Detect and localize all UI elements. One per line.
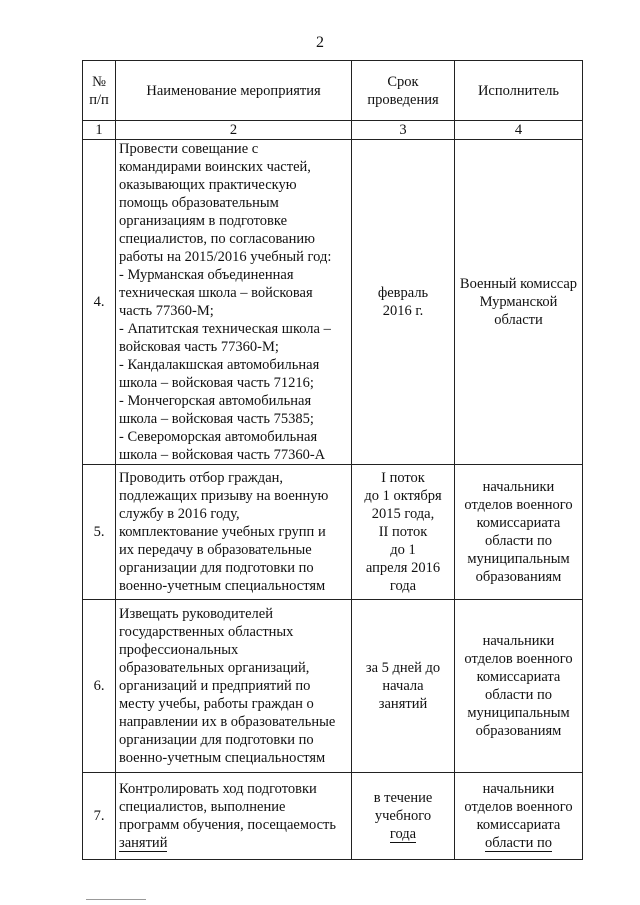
- row-term: [352, 773, 455, 860]
- row-name-line: организации для подготовки по: [119, 732, 314, 748]
- row-name-line: - Мурманская объединенная: [119, 267, 294, 283]
- row-term-line: апреля 2016: [365, 560, 441, 576]
- row-name-line: Проводить отбор граждан,: [119, 470, 284, 486]
- row-executor: [455, 600, 583, 773]
- page-number: 2: [316, 34, 324, 51]
- row-executor-line: образованиям: [475, 723, 562, 739]
- row-name-line: Контролировать ход подготовки: [119, 781, 317, 797]
- row-name-line: школа – войсковая часть 77360-А: [119, 447, 326, 463]
- row-name-line: их передачу в образовательные: [119, 542, 312, 558]
- header-term-line: Срок: [387, 73, 419, 90]
- row-name-line: техническая школа – войсковая: [119, 285, 313, 301]
- column-index: 4: [455, 121, 583, 140]
- row-name: [116, 600, 352, 773]
- row-executor-line: отделов военного: [464, 799, 573, 815]
- row-executor-line: отделов военного: [464, 497, 573, 513]
- row-name-line: - Североморская автомобильная: [119, 429, 318, 445]
- row-name: [116, 465, 352, 600]
- row-name-line: службу в 2016 году,: [119, 506, 240, 522]
- row-name-line: подлежащих призыву на военную: [119, 488, 329, 504]
- row-term-line: занятий: [378, 696, 428, 712]
- row-executor-line: муниципальным: [467, 705, 570, 721]
- row-executor-line: начальники: [482, 633, 555, 649]
- row-name-line: Провести совещание с: [119, 141, 259, 157]
- table-row: [83, 465, 583, 600]
- row-name-line: направлении их в образовательные: [119, 714, 336, 730]
- row-term-line: за 5 дней до: [365, 660, 441, 676]
- row-number: 5.: [83, 465, 116, 600]
- row-name-line: месту учебы, работы граждан о: [119, 696, 314, 712]
- header-executor: Исполнитель: [455, 61, 583, 121]
- row-name-line: образовательных организаций,: [119, 660, 310, 676]
- header-term-line: проведения: [367, 91, 439, 108]
- row-name-line: военно-учетным специальностям: [119, 750, 326, 766]
- row-executor-line: комиссариата: [476, 817, 561, 833]
- row-name-line: специалистов, выполнение: [119, 799, 286, 815]
- row-executor: [455, 465, 583, 600]
- row-name-line: школа – войсковая часть 75385;: [119, 411, 314, 427]
- column-index: 2: [116, 121, 352, 140]
- row-term-line: 2016 г.: [382, 303, 424, 319]
- row-term-line: в течение: [373, 790, 433, 806]
- row-term-line: до 1: [390, 542, 416, 558]
- row-number: 7.: [83, 773, 116, 860]
- row-name-line: Извещать руководителей: [119, 606, 273, 622]
- table-header-row: [83, 61, 583, 121]
- footer-line: [86, 899, 146, 900]
- row-number: 4.: [83, 140, 116, 465]
- row-name-line: войсковая часть 77360-М;: [119, 339, 279, 355]
- row-name-line: - Апатитская техническая школа –: [119, 321, 331, 337]
- row-executor-line: начальники: [482, 781, 555, 797]
- row-name-line: часть 77360-М;: [119, 303, 214, 319]
- row-name-line: программ обучения, посещаемость: [119, 817, 336, 833]
- row-name-line: профессиональных: [119, 642, 239, 658]
- row-term-line: до 1 октября: [364, 488, 442, 504]
- column-index: 1: [83, 121, 116, 140]
- row-name: [116, 773, 352, 860]
- row-executor-line: муниципальным: [467, 551, 570, 567]
- header-number-line: п/п: [89, 91, 109, 108]
- row-term-line: года: [389, 826, 417, 842]
- row-executor-line: отделов военного: [464, 651, 573, 667]
- row-name-line: организации для подготовки по: [119, 560, 314, 576]
- row-executor-line: области по: [484, 687, 553, 703]
- row-term: [352, 465, 455, 600]
- row-executor-line: Мурманской: [479, 294, 558, 310]
- row-term-line: февраль: [377, 285, 429, 301]
- header-term: [352, 61, 455, 121]
- row-executor: [455, 773, 583, 860]
- header-number: [83, 61, 116, 121]
- column-index-row: [83, 121, 583, 140]
- row-term: [352, 140, 455, 465]
- row-term-line: II поток: [378, 524, 428, 540]
- row-name-line: комплектование учебных групп и: [119, 524, 326, 540]
- events-table: [82, 60, 583, 860]
- row-name-line: организаций и предприятий по: [119, 678, 311, 694]
- row-name-line: - Мончегорская автомобильная: [119, 393, 312, 409]
- column-index: 3: [352, 121, 455, 140]
- row-name-line: помощь образовательным: [119, 195, 279, 211]
- row-term-line: учебного: [374, 808, 432, 824]
- row-name-line: оказывающих практическую: [119, 177, 297, 193]
- row-number: 6.: [83, 600, 116, 773]
- row-executor-line: начальники: [482, 479, 555, 495]
- row-name-line: работы на 2015/2016 учебный год:: [119, 249, 332, 265]
- row-executor-line: комиссариата: [476, 515, 561, 531]
- row-executor-line: области по: [484, 533, 553, 549]
- row-executor-line: области по: [484, 835, 553, 851]
- row-name-line: занятий: [119, 835, 168, 851]
- row-term-line: года: [389, 578, 417, 594]
- row-executor-line: Военный комиссар: [459, 276, 578, 292]
- row-executor-line: комиссариата: [476, 669, 561, 685]
- row-name-line: специалистов, по согласованию: [119, 231, 315, 247]
- header-number-line: №: [92, 73, 106, 90]
- table-row: [83, 140, 583, 465]
- row-term: [352, 600, 455, 773]
- row-name-line: организациям в подготовке: [119, 213, 288, 229]
- row-executor-line: образованиям: [475, 569, 562, 585]
- row-term-line: начала: [382, 678, 424, 694]
- row-executor: [455, 140, 583, 465]
- row-name: [116, 140, 352, 465]
- row-name-line: государственных областных: [119, 624, 294, 640]
- row-name-line: военно-учетным специальностям: [119, 578, 326, 594]
- row-executor-line: области: [494, 312, 543, 328]
- row-name-line: - Кандалакшская автомобильная: [119, 357, 320, 373]
- header-name: Наименование мероприятия: [116, 61, 352, 121]
- row-name-line: школа – войсковая часть 71216;: [119, 375, 314, 391]
- table-row: [83, 600, 583, 773]
- row-term-line: 2015 года,: [371, 506, 435, 522]
- row-name-line: командирами воинских частей,: [119, 159, 311, 175]
- row-term-line: I поток: [381, 470, 425, 486]
- table-row: [83, 773, 583, 860]
